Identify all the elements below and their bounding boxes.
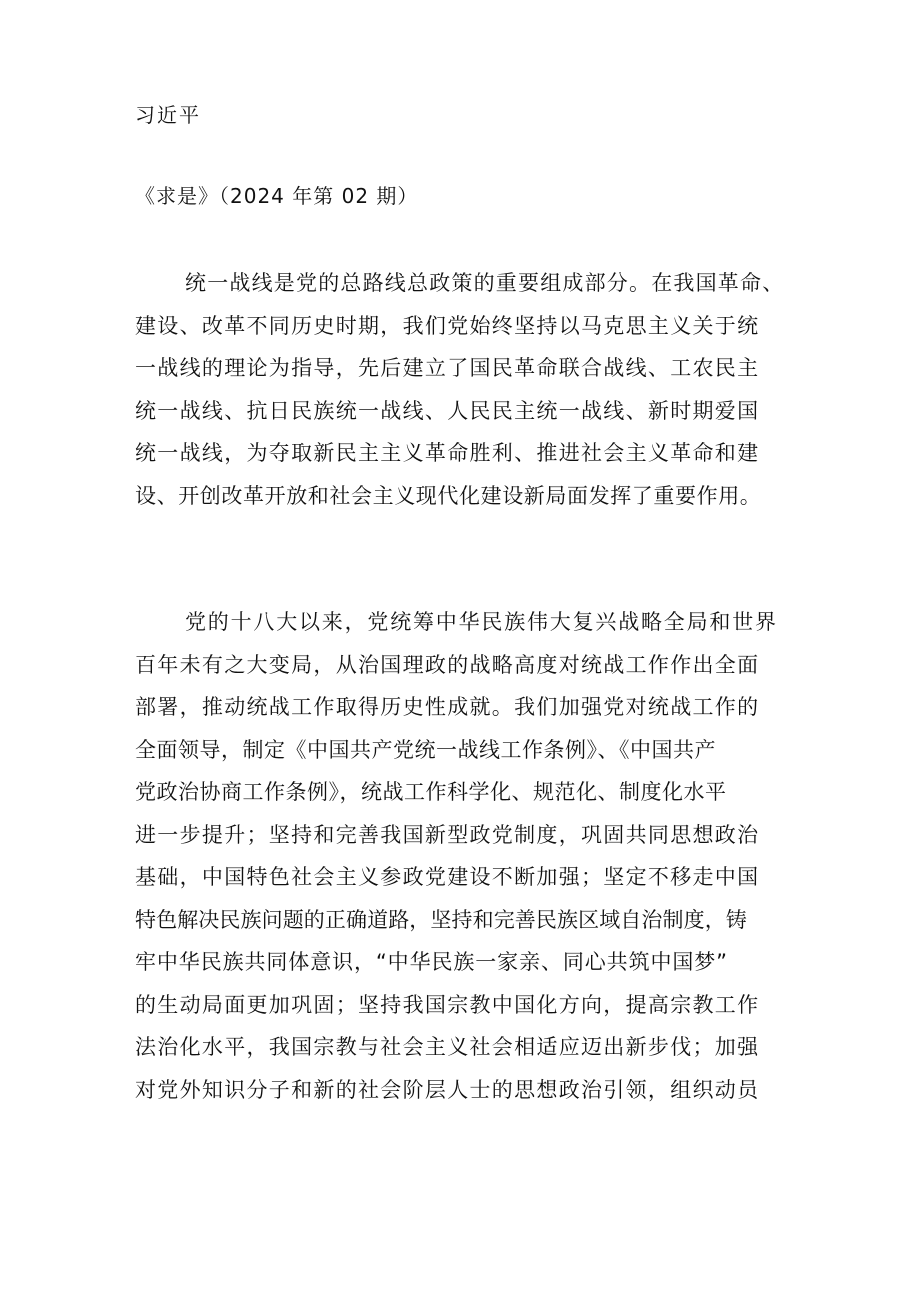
- paragraph-line: 百年未有之大变局，从治国理政的战略高度对统战工作作出全面: [135, 652, 760, 677]
- paragraph-line: 党的十八大以来，党统筹中华民族伟大复兴战略全局和世界: [185, 610, 778, 634]
- paragraph-line: 全面领导，制定《中国共产党统一战线工作条例》、《中国共产: [135, 737, 716, 762]
- paragraph-line: 建设、改革不同历史时期，我们党始终坚持以马克思主义关于统: [135, 313, 760, 338]
- paragraph-line: 牢中华民族共同体意识，“中华民族一家亲、同心共筑中国梦”: [135, 950, 728, 974]
- author-name: 习近平: [135, 103, 201, 127]
- paragraph-line: 统一战线、抗日民族统一战线、人民民主统一战线、新时期爱国: [135, 398, 760, 423]
- paragraph-line: 对党外知识分子和新的社会阶层人士的思想政治引领，组织动员: [135, 1077, 760, 1102]
- paragraph-line: 党政治协商工作条例》，统战工作科学化、规范化、制度化水平: [135, 780, 727, 804]
- paragraph-1: [135, 262, 795, 517]
- paragraph-line: 统一战线是党的总路线总政策的重要组成部分。在我国革命、: [185, 271, 785, 295]
- paragraph-line: 的生动局面更加巩固；坚持我国宗教中国化方向，提高宗教工作: [135, 992, 760, 1017]
- paragraph-2: [135, 601, 795, 1111]
- paragraph-line: 特色解决民族问题的正确道路，坚持和完善民族区域自治制度，铸: [135, 907, 747, 932]
- paragraph-line: 进一步提升；坚持和完善我国新型政党制度，巩固共同思想政治: [135, 822, 760, 847]
- paragraph-line: 部署，推动统战工作取得历史性成就。我们加强党对统战工作的: [135, 695, 760, 719]
- paragraph-line: 设、开创改革开放和社会主义现代化建设新局面发挥了重要作用。: [135, 483, 762, 508]
- publication-source: 《求是》（2024 年第 02 期）: [135, 184, 419, 208]
- paragraph-line: 基础，中国特色社会主义参政党建设不断加强；坚定不移走中国: [135, 865, 760, 889]
- paragraph-line: 统一战线，为夺取新民主主义革命胜利、推进社会主义革命和建: [135, 441, 760, 465]
- paragraph-line: 一战线的理论为指导，先后建立了国民革命联合战线、工农民主: [135, 356, 760, 380]
- paragraph-line: 法治化水平，我国宗教与社会主义社会相适应迈出新步伐；加强: [135, 1035, 760, 1059]
